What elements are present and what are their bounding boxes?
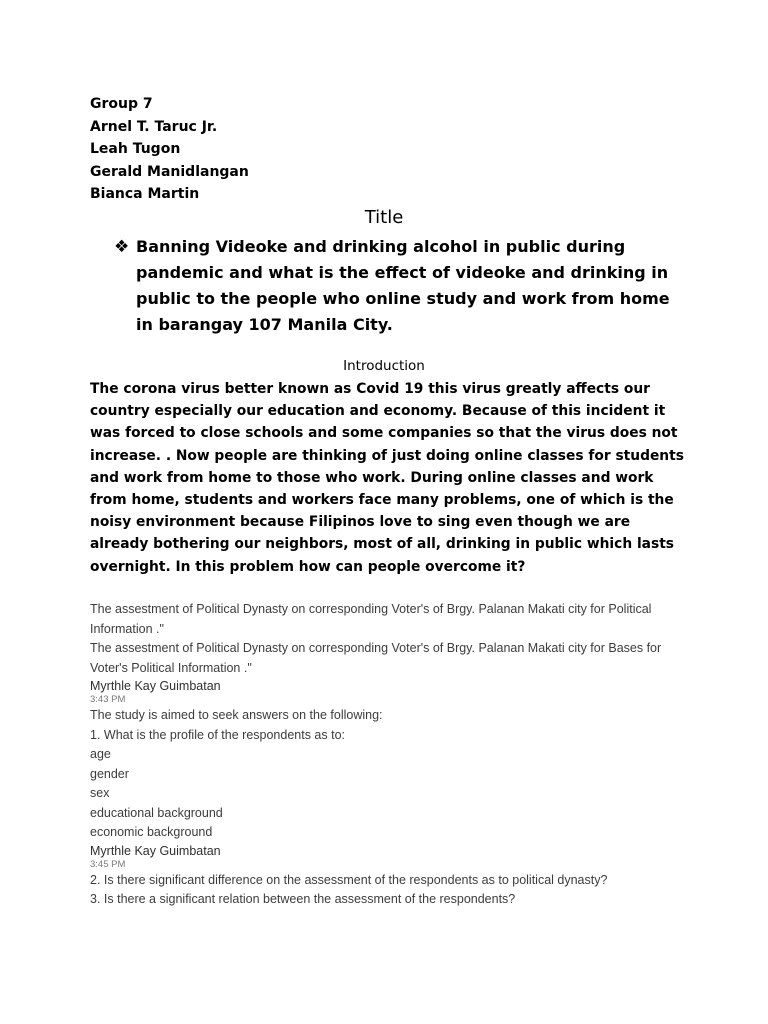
- author-name: Bianca Martin: [90, 186, 200, 202]
- chat-message-line: Voter's Political Information .": [90, 660, 252, 675]
- pasted-chat-log: [90, 600, 690, 910]
- list-item: gender: [90, 766, 129, 781]
- diamond-bullet-icon: ❖: [114, 237, 130, 257]
- introduction-body: The corona virus better known as Covid 19 this virus greatly affects our country especially our education and economy. Because of this incident it was forced to close schools and some companies so that the virus does not increase. . Now people are thinking of just doing online classes for students and work from home to those who work. During online classes and work from home, students and workers face many problems, one of which is the noisy environment because Filipinos love to sing even though we are already bothering our neighbors, most of all, drinking in public which lasts overnight. In this problem how can people overcome it?: [90, 381, 684, 575]
- chat-timestamp: 3:43 PM: [90, 694, 126, 705]
- list-item: economic background: [90, 825, 213, 839]
- title-heading: Title: [364, 207, 404, 228]
- introduction-heading: Introduction: [343, 358, 425, 374]
- chat-message-line: Information .": [90, 621, 164, 636]
- chat-question: 2. Is there significant difference on the assessment of the respondents as to political dynasty?: [90, 872, 608, 887]
- chat-sender-name: Myrthle Kay Guimbatan: [90, 843, 221, 858]
- author-name: Gerald Manidlangan: [90, 163, 249, 180]
- list-item: educational background: [90, 805, 223, 820]
- group-label: Group 7: [90, 96, 153, 112]
- list-item: age: [90, 747, 111, 761]
- author-list: [90, 93, 249, 206]
- list-item: sex: [90, 786, 110, 800]
- chat-sender-name: Myrthle Kay Guimbatan: [90, 679, 221, 693]
- author-name: Arnel T. Taruc Jr.: [90, 118, 218, 135]
- chat-message-line: The assestment of Political Dynasty on corresponding Voter's of Brgy. Palanan Makati city for Bases for: [90, 641, 662, 655]
- chat-message-line: The assestment of Political Dynasty on corresponding Voter's of Brgy. Palanan Makati city for Political: [90, 602, 652, 616]
- chat-timestamp: 3:45 PM: [90, 858, 126, 870]
- author-name: Leah Tugon: [90, 141, 181, 157]
- title-bullet-item: [114, 234, 684, 338]
- chat-message-line: The study is aimed to seek answers on the following:: [90, 708, 383, 722]
- research-title: Banning Videoke and drinking alcohol in public during pandemic and what is the effect of videoke and drinking in public to the people who online study and work from home in barangay 107 Manila City.: [136, 237, 670, 334]
- profile-item-list: [90, 745, 690, 843]
- chat-question: 1. What is the profile of the respondents as to:: [90, 727, 346, 742]
- chat-question: 3. Is there a significant relation between the assessment of the respondents?: [90, 892, 516, 906]
